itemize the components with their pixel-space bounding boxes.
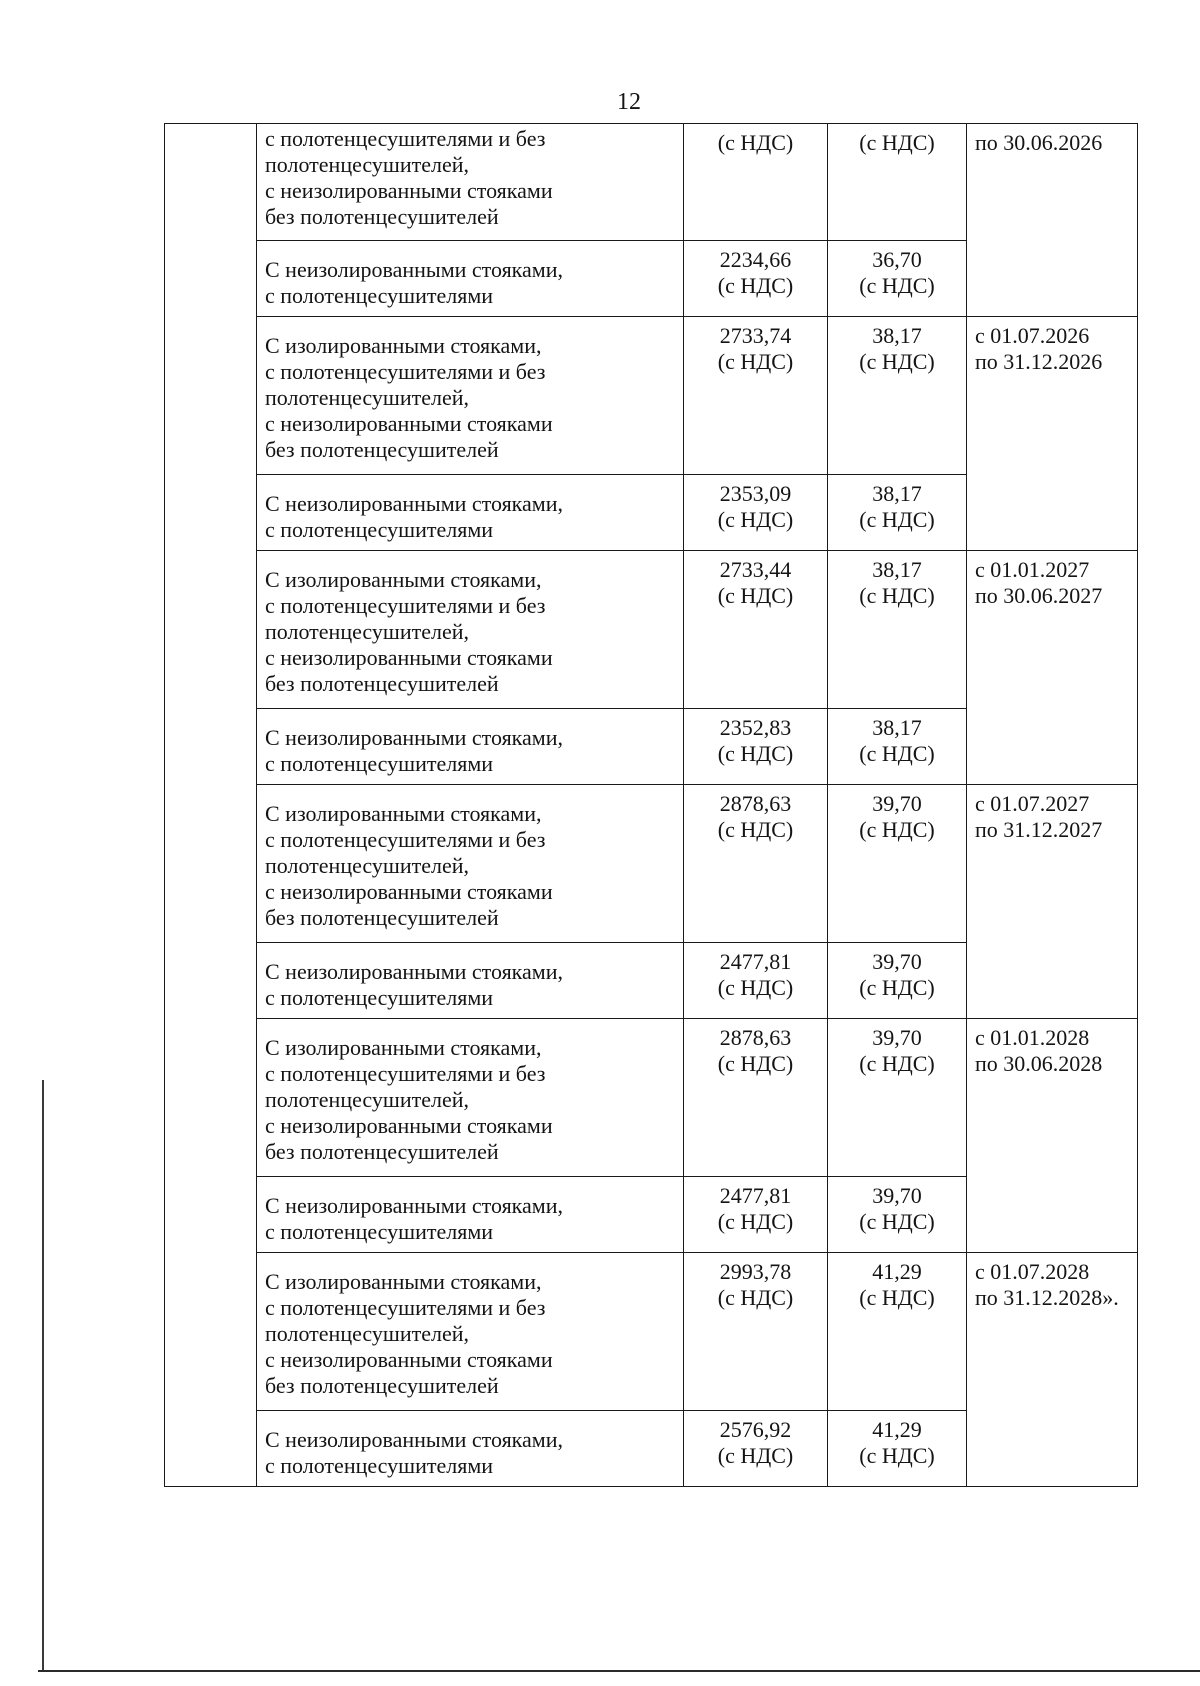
value-2-cell: 39,70 (с НДС)	[828, 1177, 967, 1253]
description-cell: С неизолированными стояками, с полотенцесушителями	[257, 943, 684, 1019]
description-cell: С неизолированными стояками, с полотенцесушителями	[257, 1411, 684, 1487]
value-1-cell: 2733,44 (с НДС)	[684, 551, 828, 709]
period-cell: с 01.07.2026 по 31.12.2026	[967, 317, 1138, 551]
scan-edge-line-left	[42, 1080, 44, 1670]
value-1-cell: 2878,63 (с НДС)	[684, 1019, 828, 1177]
description-cell: С неизолированными стояками, с полотенцесушителями	[257, 1177, 684, 1253]
tariff-table-body	[165, 124, 1138, 1487]
value-2-cell: (с НДС)	[828, 124, 967, 241]
value-1-cell: 2477,81 (с НДС)	[684, 943, 828, 1019]
value-1-cell: 2352,83 (с НДС)	[684, 709, 828, 785]
description-cell: с полотенцесушителями и без полотенцесушителей, с неизолированными стояками без полотенцесушителей	[257, 124, 684, 241]
description-cell: С неизолированными стояками, с полотенцесушителями	[257, 475, 684, 551]
description-cell: С неизолированными стояками, с полотенцесушителями	[257, 709, 684, 785]
table-row	[165, 1253, 1138, 1411]
value-1-cell: (с НДС)	[684, 124, 828, 241]
value-2-cell: 41,29 (с НДС)	[828, 1411, 967, 1487]
description-cell: С изолированными стояками, с полотенцесушителями и без полотенцесушителей, с неизолированными стояками без полотенцесушителей	[257, 1019, 684, 1177]
description-cell: С неизолированными стояками, с полотенцесушителями	[257, 241, 684, 317]
value-2-cell: 38,17 (с НДС)	[828, 709, 967, 785]
value-1-cell: 2477,81 (с НДС)	[684, 1177, 828, 1253]
value-2-cell: 39,70 (с НДС)	[828, 1019, 967, 1177]
description-cell: С изолированными стояками, с полотенцесушителями и без полотенцесушителей, с неизолированными стояками без полотенцесушителей	[257, 1253, 684, 1411]
value-1-cell: 2733,74 (с НДС)	[684, 317, 828, 475]
description-cell: С изолированными стояками, с полотенцесушителями и без полотенцесушителей, с неизолированными стояками без полотенцесушителей	[257, 785, 684, 943]
table-row	[165, 551, 1138, 709]
table-row	[165, 317, 1138, 475]
table-row	[165, 124, 1138, 241]
value-2-cell: 39,70 (с НДС)	[828, 785, 967, 943]
value-1-cell: 2878,63 (с НДС)	[684, 785, 828, 943]
value-2-cell: 38,17 (с НДС)	[828, 475, 967, 551]
period-cell: с 01.01.2028 по 30.06.2028	[967, 1019, 1138, 1253]
value-2-cell: 41,29 (с НДС)	[828, 1253, 967, 1411]
description-cell: С изолированными стояками, с полотенцесушителями и без полотенцесушителей, с неизолированными стояками без полотенцесушителей	[257, 317, 684, 475]
period-cell: с 01.01.2027 по 30.06.2027	[967, 551, 1138, 785]
tariff-table	[164, 123, 1138, 1487]
value-1-cell: 2353,09 (с НДС)	[684, 475, 828, 551]
table-row	[165, 1019, 1138, 1177]
period-cell: с 01.07.2028 по 31.12.2028».	[967, 1253, 1138, 1487]
value-1-cell: 2234,66 (с НДС)	[684, 241, 828, 317]
scan-edge-line-bottom	[38, 1670, 1200, 1672]
blank-column-cell	[165, 124, 257, 1487]
period-cell: с 01.07.2027 по 31.12.2027	[967, 785, 1138, 1019]
page-number: 12	[617, 89, 641, 115]
period-cell: по 30.06.2026	[967, 124, 1138, 317]
value-2-cell: 38,17 (с НДС)	[828, 317, 967, 475]
value-2-cell: 36,70 (с НДС)	[828, 241, 967, 317]
table-row	[165, 785, 1138, 943]
description-cell: С изолированными стояками, с полотенцесушителями и без полотенцесушителей, с неизолированными стояками без полотенцесушителей	[257, 551, 684, 709]
value-2-cell: 39,70 (с НДС)	[828, 943, 967, 1019]
value-2-cell: 38,17 (с НДС)	[828, 551, 967, 709]
value-1-cell: 2576,92 (с НДС)	[684, 1411, 828, 1487]
value-1-cell: 2993,78 (с НДС)	[684, 1253, 828, 1411]
